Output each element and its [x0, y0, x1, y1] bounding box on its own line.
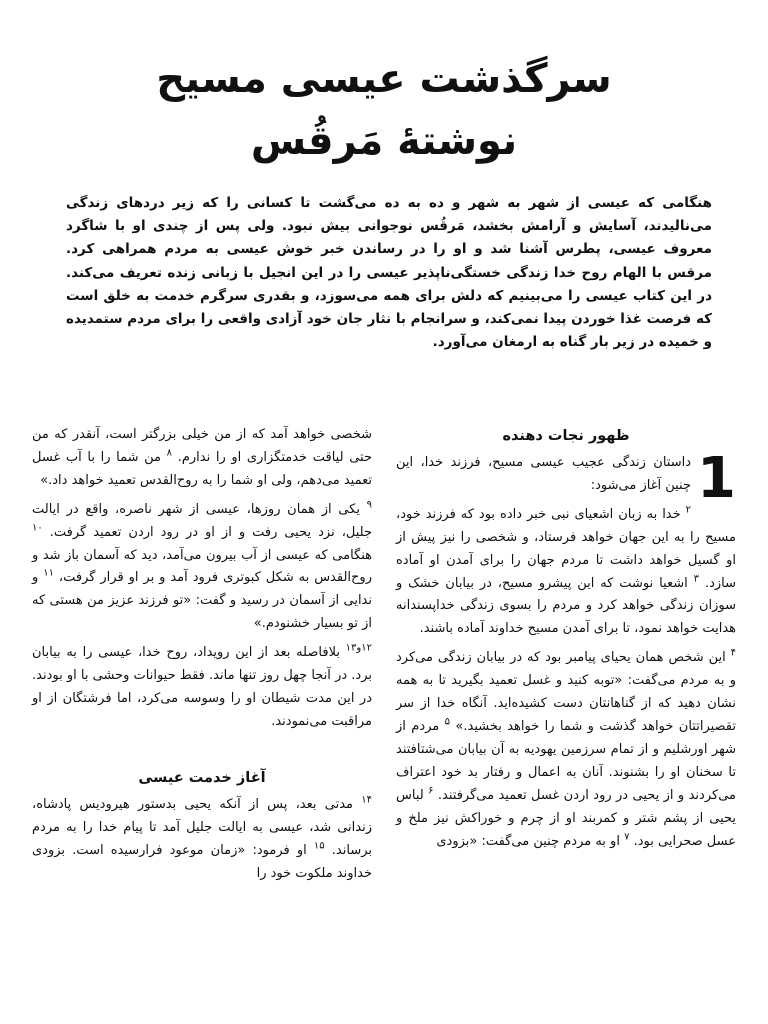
verse-paragraph	[32, 642, 372, 734]
verse-text-7-cont: شخصی خواهد آمد که از من خیلی بزرگتر است، آنقدر که من حتی لیاقت خدمتگزاری او را ندارم.	[32, 427, 372, 465]
verse-number: ۲	[685, 504, 692, 516]
section-heading-ministry: آغاز خدمت عیسی	[138, 769, 266, 786]
book-title: سرگذشت عیسی مسیح	[156, 56, 612, 102]
verse-text-2: خدا به زبان اشعیای نبی خبر داده بود که فرزند خود، مسیح را به این جهان خواهد فرستاد، و شخصی را نیز پیش از او گسیل خواهد داشت تا مردم جهان را برای آمدن او آماده سازد.	[396, 506, 736, 591]
section-spacer	[32, 740, 372, 766]
verse-number: ۶	[428, 785, 434, 797]
verse-text-12-13: بلافاصله بعد از این رویداد، روح خدا، عیسی را به بیابان برد. در آنجا چهل روز تنها ماند. فقط حیوانات وحشی با او بودند. در این مدت شیطان او را وسوسه می‌کرد، اما فرشتگان از او مراقبت می‌نمودند.	[32, 645, 372, 729]
verse-number: ۴	[730, 647, 736, 659]
verse-text-8: من شما را با آب غسل تعمید می‌دهم، ولی او شما را به روح‌القدس تعمید خواهد داد.»	[32, 449, 372, 488]
verse-text-11: و ندایی از آسمان در رسید و گفت: «تو فرزند عزیز من هستی که از تو بسیار خشنودم.»	[32, 570, 372, 632]
introduction-paragraph: هنگامی که عیسی از شهر به شهر و ده به ده می‌گشت تا کسانی را که زیر دردهای زندگی می‌نالیدند، آسایش و آرامش بخشد، مَرقُس نوجوانی بیش نبود. ولی پس از چندی او با شاگرد معروف عیسی، پطرس آشنا شد و او را در رساندن خبر خوش عیسی به مردم همراهی کرد. مرقس با الهام روح خدا زندگی خستگی‌ناپذیر عیسی را در این انجیل با زبانی زنده تعریف می‌کند. در این کتاب عیسی را می‌بینیم که دلش برای همه می‌سوزد، و بقدری سرگرم خدمت به خلق است که فرصت غذا خوردن پیدا نمی‌کند، و سرانجام با نثار جان خود آزادی واقعی را برای مردم ستمدیده و خمیده در زیر بار گناه به ارمغان می‌آورد.	[66, 195, 712, 351]
verse-number: ۱۱	[43, 568, 54, 580]
verse-text-15: او فرمود: «زمان موعود فرارسیده است. بزودی خداوند ملکوت خود را	[32, 842, 372, 881]
chapter-opening-paragraph	[396, 446, 736, 511]
verse-paragraph	[32, 424, 372, 493]
verse-text-3: اشعیا نوشت که این پیشرو مسیح، در بیابان خشک و سوزان زندگی خواهد کرد و مردم را بسوی زندگی خداپسندانه هدایت خواهد نمود، تا برای آمدن مسیح خداوند آماده باشند.	[396, 575, 736, 637]
verse-number: ۱۴	[361, 794, 372, 806]
right-text-column	[396, 424, 736, 859]
verse-text-7: او به مردم چنین می‌گفت: «بزودی	[436, 833, 620, 849]
page-title-block	[0, 48, 768, 172]
verse-number: ۳	[693, 573, 700, 585]
verse-paragraph	[32, 499, 372, 636]
verse-number: ۷	[624, 831, 630, 843]
verse-number: ۱۵	[313, 840, 325, 852]
verse-text-4: این شخص همان یحیای پیامبر بود که در بیابان زندگی می‌کرد و به مردم می‌گفت: «توبه کنید و غسل تعمید بگیرید تا به همه نشان دهید که از گناهانتان دست کشیده‌اید. آنگاه خدا از سر تقصیراتتان خواهد گذشت و شما را خواهد بخشید.»	[396, 650, 737, 734]
verse-number: ۱۲و۱۳	[345, 642, 372, 654]
verse-text-6: لباس یحیی از پشم شتر و کمربند او از چرم و خوراکش نیز ملخ و عسل صحرایی بود.	[396, 787, 736, 849]
verse-text-10: هنگامی که عیسی از آب بیرون می‌آمد، دید که آسمان باز شد و روح‌القدس به شکل کبوتری فرود آمد و بر او قرار گرفت،	[32, 547, 372, 586]
left-text-column	[32, 424, 372, 891]
verse-number: ۹	[366, 499, 372, 511]
verse-number: ۸	[166, 447, 173, 459]
chapter-number: 1	[697, 446, 736, 511]
verse-number: ۱۰	[32, 522, 43, 534]
verse-text-1: داستان زندگی عجیب عیسی مسیح، فرزند خدا، این چنین آغاز می‌شود:	[396, 455, 692, 493]
section-heading-savior: ظهور نجات دهنده	[502, 428, 630, 444]
book-author: نوشتهٔ مَرقُس	[250, 118, 518, 164]
verse-number: ۵	[444, 716, 451, 728]
verse-text-9: یکی از همان روزها، عیسی از شهر ناصره، واقع در ایالت جلیل، نزد یحیی رفت و از او در رود اردن تعمید گرفت.	[32, 501, 373, 540]
verse-text-5: مردم از شهر اورشلیم و از تمام سرزمین یهودیه به آن بیابان می‌شتافتند تا سخنان او را بشنوند. آنان به اعمال و رفتار بد خود اعتراف می‌کردند و از یحیی در رود اردن غسل تعمید می‌گرفتند.	[396, 718, 736, 803]
verse-paragraph	[32, 794, 372, 886]
verse-paragraph	[396, 504, 736, 641]
verse-text-14: مدتی بعد، پس از آنکه یحیی بدستور هیرودیس پادشاه، زندانی شد، عیسی به ایالت جلیل آمد تا پیام خدا را به مردم برساند.	[32, 796, 372, 858]
verse-paragraph	[396, 647, 736, 853]
